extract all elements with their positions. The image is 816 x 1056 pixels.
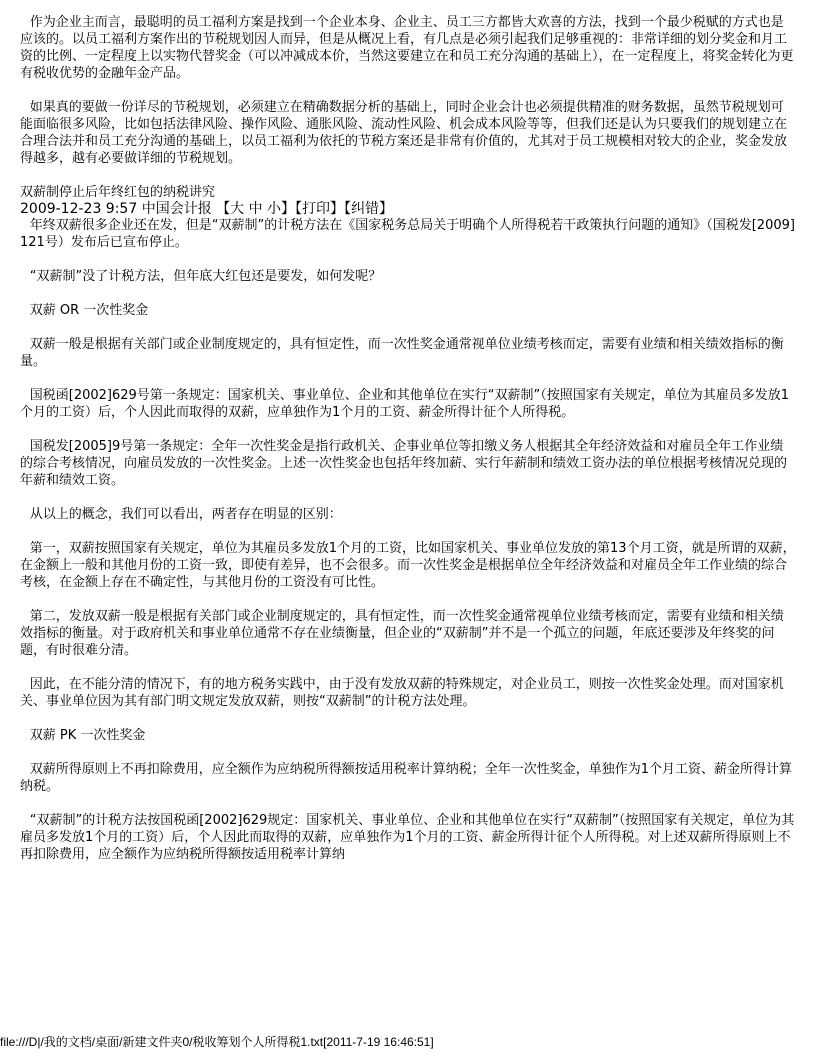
article-meta: 2009-12-23 9:57 中国会计报 【大 中 小】【打印】【纠错】: [20, 201, 394, 217]
paragraph: 因此，在不能分清的情况下，有的地方税务实践中，由于没有发放双薪的特殊规定，对企业员工，则按一次性奖金处理。而对国家机关、事业单位因为其有部门明文规定发放双薪，则按“双薪制”的计税方法处理。: [20, 677, 784, 709]
article-title: 双薪制停止后年终红包的纳税讲究: [20, 185, 216, 200]
paragraph: 如果真的要做一份详尽的节税规划，必须建立在精确数据分析的基础上，同时企业会计也必须提供精准的财务数据，虽然节税规划可能面临很多风险，比如包括法律风险、操作风险、通胀风险、流动性风险、机会成本风险等等，但我们还是认为只要我们的规划建立在合理合法并和员工充分沟通的基础上，以员工福利为依托的节税方案还是非常有价值的，尤其对于员工规模相对较大的企业，奖金发放得越多，越有必要做详细的节税规划。: [20, 100, 788, 166]
paragraph: 从以上的概念，我们可以看出，两者存在明显的区别：: [29, 507, 342, 522]
paragraph: 年终双薪很多企业还在发，但是“双薪制”的计税方法在《国家税务总局关于明确个人所得税若干政策执行问题的通知》（国税发[2009]121号）发布后已宣布停止。: [20, 218, 795, 250]
paragraph: 国税发[2005]9号第一条规定：全年一次性奖金是指行政机关、企事业单位等扣缴义务人根据其全年经济效益和对雇员全年工作业绩的综合考核情况，向雇员发放的一次性奖金。上述一次性奖金也包括年终加薪、实行年薪制和绩效工资办法的单位根据考核情况兑现的年薪和绩效工资。: [20, 439, 788, 488]
paragraph: 国税函[2002]629号第一条规定：国家机关、事业单位、企业和其他单位在实行“双薪制”（按照国家有关规定，单位为其雇员多发放1个月的工资）后，个人因此而取得的双薪，应单独作为1个月的工资、薪金所得计征个人所得税。: [20, 388, 790, 420]
paragraph: 第一，双薪按照国家有关规定，单位为其雇员多发放1个月的工资，比如国家机关、事业单位发放的第13个月工资，就是所谓的双薪，在金额上一般和其他月份的工资一致，即使有差异，也不会很多。而一次性奖金是根据单位全年经济效益和对雇员全年工作业绩的综合考核，在金额上存在不确定性，与其他月份的工资没有可比性。: [20, 541, 796, 590]
paragraph: “双薪制”的计税方法按国税函[2002]629规定：国家机关、事业单位、企业和其他单位在实行“双薪制”（按照国家有关规定，单位为其雇员多发放1个月的工资）后，个人因此而取得的双薪，应单独作为1个月的工资、薪金所得计征个人所得税。对上述双薪所得原则上不再扣除费用，应全额作为应纳税所得额按适用税率计算纳: [20, 813, 795, 862]
document-body: [20, 14, 796, 863]
section-heading: 双薪 OR 一次性奖金: [29, 303, 149, 318]
section-heading: 双薪 PK 一次性奖金: [29, 728, 146, 743]
paragraph: 作为企业主而言，最聪明的员工福利方案是找到一个企业本身、企业主、员工三方都皆大欢喜的方法，找到一个最少税赋的方式也是应该的。以员工福利方案作出的节税规划因人而异，但是从概况上看，有几点是必须引起我们足够重视的：非常详细的划分奖金和月工资的比例、一定程度上以实物代替奖金（可以冲减成本价，当然这要建立在和员工充分沟通的基础上），在一定程度上，将奖金转化为更有税收优势的金融年金产品。: [20, 15, 794, 81]
paragraph: “双薪制”没了计税方法，但年底大红包还是要发，如何发呢？: [29, 269, 382, 284]
print-footer-path: file:///D|/我的文档/桌面/新建文件夹0/税收筹划个人所得税1.txt[2011-7-19 16:46:51]: [0, 1035, 434, 1049]
paragraph: 双薪一般是根据有关部门或企业制度规定的，具有恒定性，而一次性奖金通常视单位业绩考核而定，需要有业绩和相关绩效指标的衡量。: [20, 337, 784, 369]
paragraph: 第二，发放双薪一般是根据有关部门或企业制度规定的，具有恒定性，而一次性奖金通常视单位业绩考核而定，需要有业绩和相关绩效指标的衡量。对于政府机关和事业单位通常不存在业绩衡量，但企业的“双薪制”并不是一个孤立的问题，年底还要涉及年终奖的问题，有时很难分清。: [20, 609, 784, 658]
paragraph: 双薪所得原则上不再扣除费用，应全额作为应纳税所得额按适用税率计算纳税；全年一次性奖金，单独作为1个月工资、薪金所得计算纳税。: [20, 762, 793, 794]
